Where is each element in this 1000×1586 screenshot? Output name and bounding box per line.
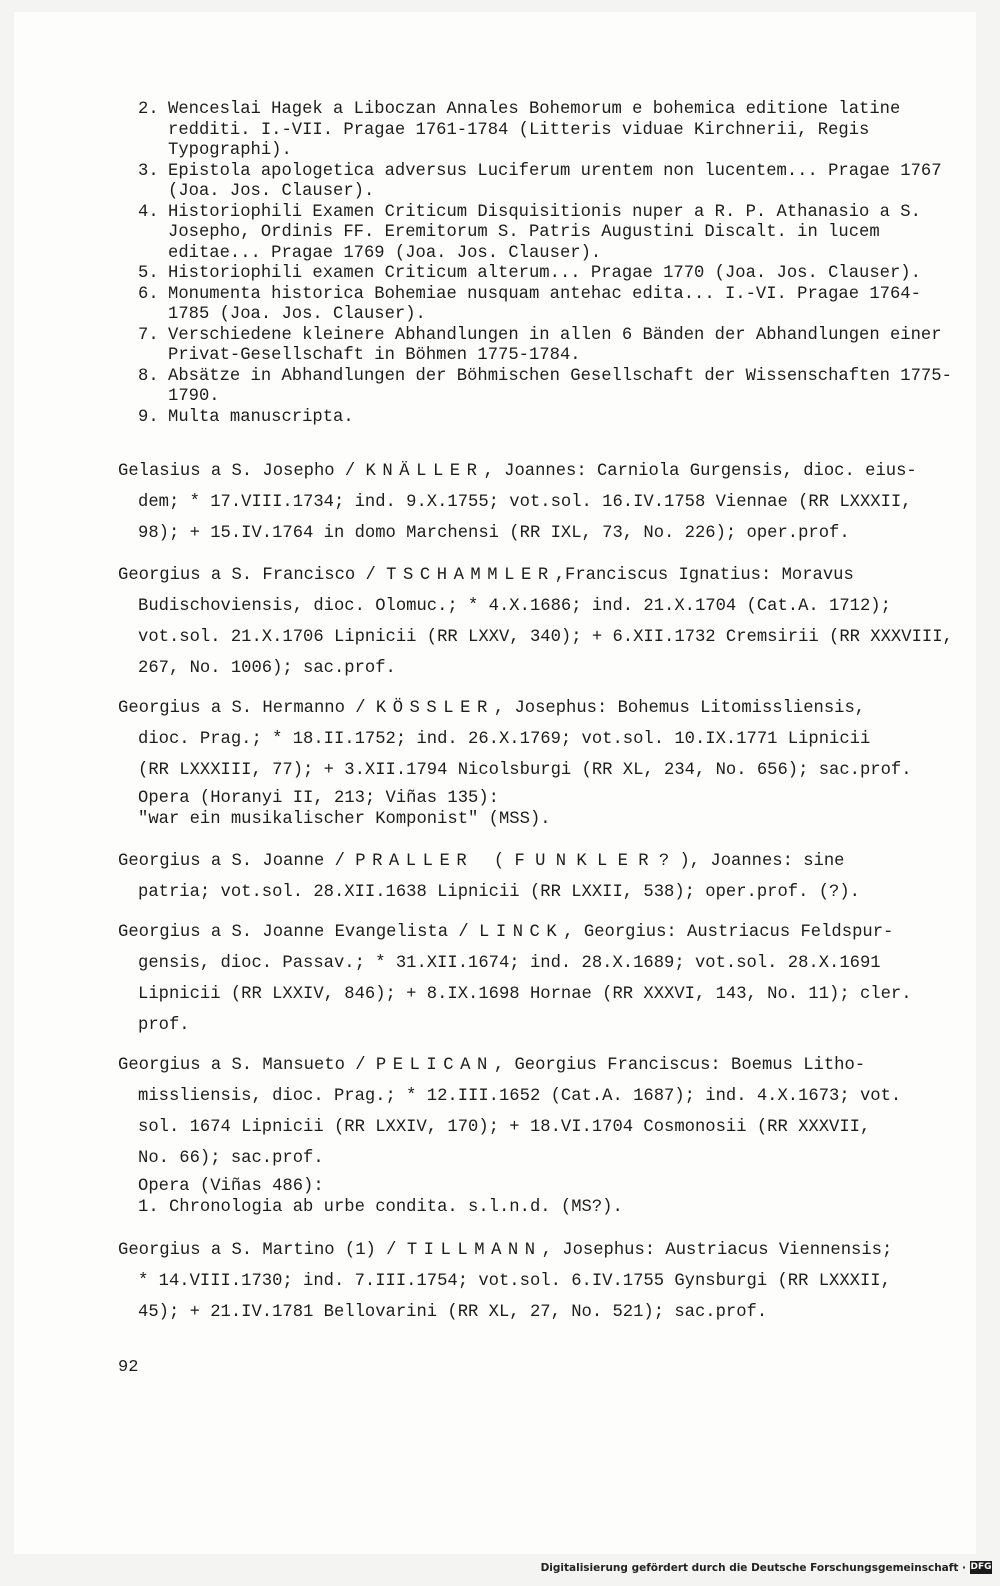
religious-name: Georgius a S. Joanne / — [118, 852, 356, 871]
entry-opera — [118, 789, 958, 830]
entry-body — [118, 591, 958, 684]
entry-heading — [118, 1235, 958, 1266]
entry-body — [118, 487, 958, 549]
list-item — [138, 162, 958, 203]
entry-line: (RR LXXXIII, 77); + 3.XII.1794 Nicolsburgi (RR XL, 234, No. 656); sac.prof. — [138, 761, 912, 780]
item-text: Wenceslai Hagek a Liboczan Annales Bohemorum e bohemica editione latine redditi. I.-VII. Pragae 1761-1784 (Litteris viduae Kirchnerii, Regis Typographi). — [168, 100, 901, 160]
entry-line: Budischoviensis, dioc. Olomuc.; * 4.X.1686; ind. 21.X.1704 (Cat.A. 1712); — [138, 597, 891, 616]
entry-heading-rest: , Josephus: Bohemus Litomissliensis, — [493, 699, 866, 718]
entry-heading — [118, 846, 958, 877]
entry-heading-rest: , Josephus: Austriacus Viennensis; — [541, 1241, 893, 1260]
surname: LINCK — [479, 923, 564, 942]
item-number: 5. — [138, 264, 159, 283]
surname: TILLMANN — [406, 1241, 542, 1260]
entry-line: prof. — [138, 1016, 190, 1035]
entry-heading-rest: , Georgius: Austriacus Feldspur- — [563, 923, 894, 942]
opera-line: Opera (Horanyi II, 213; Viñas 135): — [138, 789, 499, 808]
entry-line: missliensis, dioc. Prag.; * 12.III.1652 (Cat.A. 1687); ind. 4.X.1673; vot. — [138, 1087, 902, 1106]
opera-line: Opera (Viñas 486): — [138, 1177, 324, 1196]
surname: PELICAN — [375, 1056, 494, 1075]
list-item — [138, 285, 958, 326]
digitization-footer — [541, 1561, 992, 1574]
biography-entry — [118, 1235, 958, 1328]
item-number: 4. — [138, 202, 159, 222]
entry-heading — [118, 917, 958, 948]
item-number: 9. — [138, 407, 159, 427]
religious-name: Georgius a S. Martino (1) / — [118, 1241, 407, 1260]
entry-line: patria; vot.sol. 28.XII.1638 Lipnicii (RR LXXII, 538); oper.prof. (?). — [138, 883, 860, 902]
entry-body — [118, 1266, 958, 1328]
item-text: Verschiedene kleinere Abhandlungen in allen 6 Bänden der Abhandlungen einer Privat-Gesellschaft in Böhmen 1775-1784. — [168, 325, 942, 365]
opera-line: 1. Chronologia ab urbe condita. s.l.n.d. (MS?). — [138, 1197, 623, 1217]
surname: TSCHAMMLER — [386, 566, 555, 585]
list-item — [138, 367, 958, 408]
item-number: 8. — [138, 366, 159, 386]
entry-line: 267, No. 1006); sac.prof. — [138, 659, 396, 678]
entry-opera — [118, 1177, 958, 1218]
entry-line: No. 66); sac.prof. — [138, 1149, 324, 1168]
list-item — [138, 203, 958, 265]
religious-name: Georgius a S. Joanne Evangelista / — [118, 923, 479, 942]
item-text: Multa manuscripta. — [168, 407, 354, 427]
biography-entry — [118, 456, 958, 549]
item-number: 6. — [138, 284, 159, 304]
entry-line: 45); + 21.IV.1781 Bellovarini (RR XL, 27, No. 521); sac.prof. — [138, 1303, 768, 1322]
entry-line: sol. 1674 Lipnicii (RR LXXIV, 170); + 18.VI.1704 Cosmonosii (RR XXXVII, — [138, 1118, 871, 1137]
list-item — [138, 100, 958, 162]
entry-heading-rest: ,Franciscus Ignatius: Moravus — [554, 566, 854, 585]
entry-body — [118, 724, 958, 786]
entry-heading — [118, 560, 958, 591]
religious-name: Georgius a S. Hermanno / — [118, 699, 376, 718]
entry-body — [118, 877, 958, 908]
entry-heading-rest: ( F U N K L E R ? ), Joannes: sine — [473, 852, 845, 871]
item-number: 3. — [138, 161, 159, 181]
surname: PRALLER — [355, 852, 474, 871]
item-text: Monumenta historica Bohemiae nusquam antehac edita... I.-VI. Pragae 1764-1785 (Joa. Jos. Clauser). — [168, 284, 921, 324]
item-text: Historiophili Examen Criticum Disquisitionis nuper a R. P. Athanasio a S. Josepho, Ordinis FF. Eremitorum S. Patris Augustini Discalt. in lucem editae... Pragae 1769 (Joa. Jos. Clauser). — [168, 202, 921, 263]
works-list — [138, 100, 958, 428]
entry-heading — [118, 693, 958, 724]
entry-line: gensis, dioc. Passav.; * 31.XII.1674; ind. 28.X.1689; vot.sol. 28.X.1691 — [138, 954, 881, 973]
entry-body — [118, 948, 958, 1041]
dfg-logo-icon: DFG — [970, 1562, 992, 1572]
entry-heading-rest: , Joannes: Carniola Gurgensis, dioc. eius- — [483, 462, 917, 481]
item-text: Epistola apologetica adversus Luciferum urentem non lucentem... Pragae 1767 (Joa. Jos. Clauser). — [168, 161, 942, 201]
list-item — [138, 408, 958, 429]
entry-line: * 14.VIII.1730; ind. 7.III.1754; vot.sol. 6.IV.1755 Gynsburgi (RR LXXXII, — [138, 1272, 891, 1291]
entry-line: dem; * 17.VIII.1734; ind. 9.X.1755; vot.sol. 16.IV.1758 Viennae (RR LXXXII, — [138, 493, 912, 512]
entry-heading — [118, 1050, 958, 1081]
biography-entry — [118, 693, 958, 830]
entry-line: dioc. Prag.; * 18.II.1752; ind. 26.X.1769; vot.sol. 10.IX.1771 Lipnicii — [138, 730, 871, 749]
religious-name: Georgius a S. Francisco / — [118, 566, 387, 585]
entry-line: Lipnicii (RR LXXIV, 846); + 8.IX.1698 Hornae (RR XXXVI, 143, No. 11); cler. — [138, 985, 912, 1004]
biography-entry — [118, 1050, 958, 1218]
biography-entry — [118, 560, 958, 684]
entry-line: vot.sol. 21.X.1706 Lipnicii (RR LXXV, 340); + 6.XII.1732 Cremsirii (RR XXXVIII, — [138, 628, 953, 647]
religious-name: Georgius a S. Mansueto / — [118, 1056, 376, 1075]
list-item — [138, 264, 958, 285]
list-item — [138, 326, 958, 367]
item-number: 7. — [138, 325, 159, 345]
biography-entry — [118, 846, 958, 908]
entry-heading-rest: , Georgius Franciscus: Boemus Litho- — [493, 1056, 866, 1075]
item-text: Historiophili examen Criticum alterum... Pragae 1770 (Joa. Jos. Clauser). — [168, 264, 921, 283]
page-number: 92 — [118, 1358, 139, 1377]
surname: KNÄLLER — [365, 462, 484, 481]
entry-body — [118, 1081, 958, 1174]
item-number: 2. — [138, 100, 159, 119]
surname: KÖSSLER — [375, 699, 494, 718]
item-text: Absätze in Abhandlungen der Böhmischen Gesellschaft der Wissenschaften 1775-1790. — [168, 366, 952, 406]
opera-line: "war ein musikalischer Komponist" (MSS). — [138, 809, 551, 829]
religious-name: Gelasius a S. Josepho / — [118, 462, 366, 481]
entry-heading — [118, 456, 958, 487]
biography-entry — [118, 917, 958, 1041]
entry-line: 98); + 15.IV.1764 in domo Marchensi (RR IXL, 73, No. 226); oper.prof. — [138, 524, 850, 543]
footer-text: Digitalisierung gefördert durch die Deutsche Forschungsgemeinschaft · — [540, 1561, 966, 1574]
